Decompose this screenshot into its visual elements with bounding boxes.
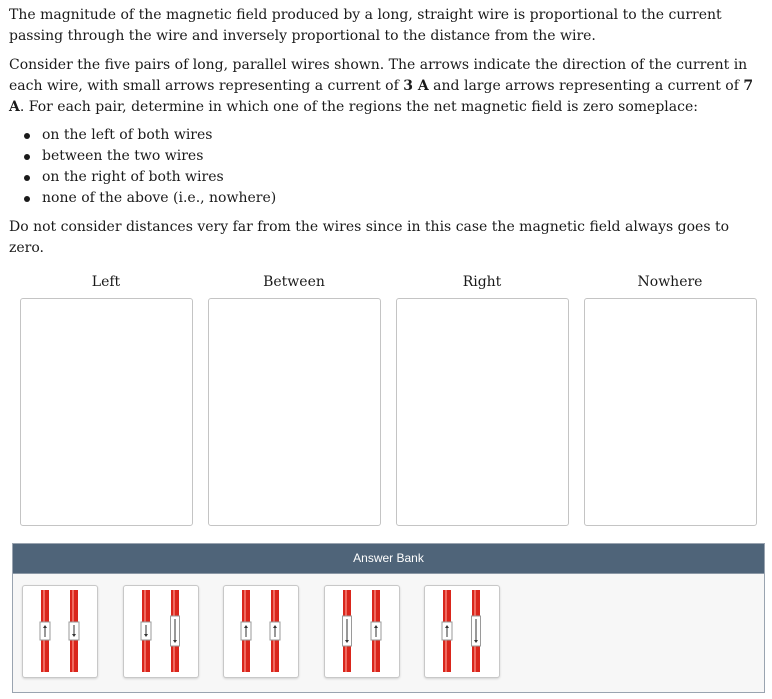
bin-label-nowhere: Nowhere <box>637 274 703 290</box>
drop-zone-left[interactable] <box>20 298 193 526</box>
question-paragraph-1: The magnitude of the magnetic field produced by a long, straight wire is proportional to the current passing through the wire and inversely proportional to the distance from the wire. <box>9 7 722 44</box>
answer-bank-header: Answer Bank <box>13 544 764 573</box>
question-text <box>9 5 765 259</box>
region-options-list <box>9 125 765 209</box>
wire-pair-card[interactable] <box>223 585 299 678</box>
bullet-icon <box>24 133 30 139</box>
drop-zone-nowhere[interactable] <box>584 298 757 526</box>
question-paragraph-2: Consider the five pairs of long, parallel wires shown. The arrows indicate the direction of the current in each wire, with small arrows representing a current of 3 A and large arrows representing a current of 7 A. For each pair, determine in which one of the regions the net magnetic field is zero someplace: <box>9 57 754 115</box>
option-item: between the two wires <box>9 146 765 167</box>
wire-pair-card[interactable] <box>22 585 98 678</box>
wire-pair-card[interactable] <box>324 585 400 678</box>
bin-label-right: Right <box>462 274 502 290</box>
wire-pair-card[interactable] <box>123 585 199 678</box>
question-paragraph-3: Do not consider distances very far from the wires since in this case the magnetic field always goes to zero. <box>9 219 730 256</box>
drop-zone-right[interactable] <box>396 298 569 526</box>
option-item: on the right of both wires <box>9 167 765 188</box>
wire-pair-card[interactable] <box>424 585 500 678</box>
bullet-icon <box>24 154 30 160</box>
option-item: none of the above (i.e., nowhere) <box>9 188 765 209</box>
drop-zone-between[interactable] <box>208 298 381 526</box>
bin-label-between: Between <box>263 274 325 290</box>
option-item: on the left of both wires <box>9 125 765 146</box>
bin-label-left: Left <box>91 274 121 290</box>
bullet-icon <box>24 175 30 181</box>
bullet-icon <box>24 196 30 202</box>
